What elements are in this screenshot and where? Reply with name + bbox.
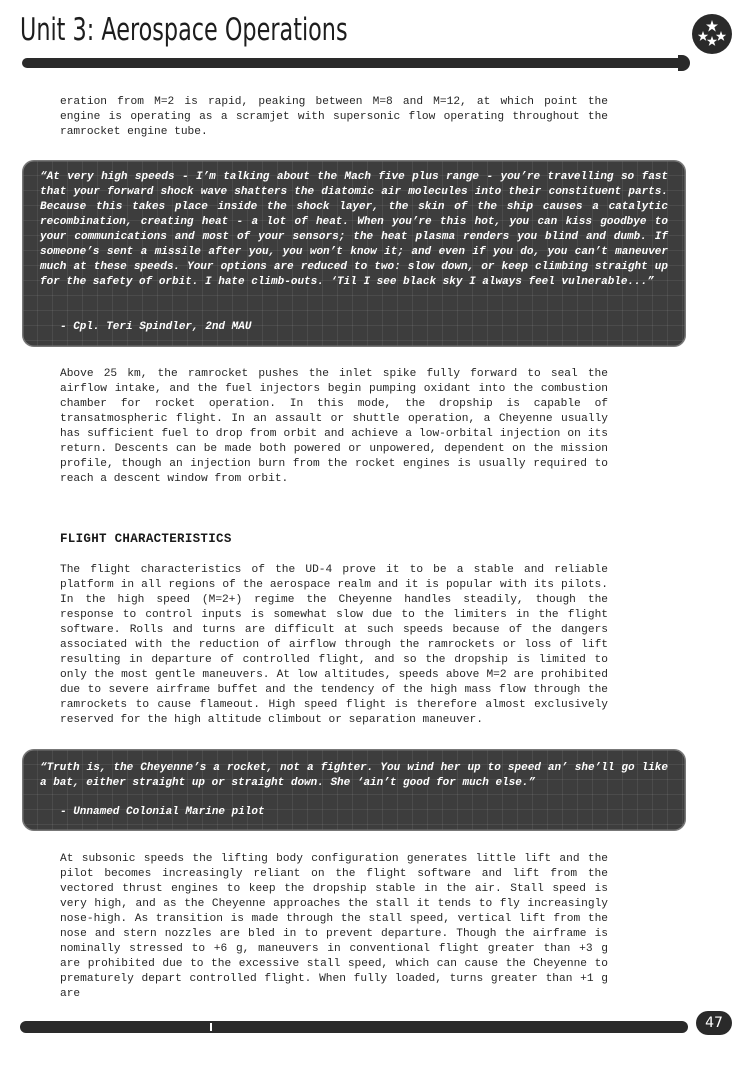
body-paragraph-4: At subsonic speeds the lifting body configuration generates little lift and the pilot becomes increasingly reliant on the flight software and lift from the vectored thrust engines to keep the dropship stable in the air. Stall speed is very high, and as the Cheyenne approaches the stall it tends to fly increasingly nose-high. As transition is made through the stall speed, vertical lift from the nose and stern nozzles are bled in to prevent departure. Though the airframe is nominally stressed to +6 g, maneuvers in conventional flight greater than +3 g are prohibited due to the excessive stall speed, which can cause the Cheyenne to prematurely depart controlled flight. When fully loaded, turns greater than +1 g are	[60, 853, 608, 1000]
page-header	[0, 0, 751, 75]
stars-emblem-icon	[692, 14, 732, 54]
quote-attribution-spindler: - Cpl. Teri Spindler, 2nd MAU	[60, 321, 252, 333]
footer-rule	[20, 1021, 688, 1033]
footer-tick-mark	[210, 1023, 212, 1031]
quote-text-spindler: “At very high speeds - I’m talking about the Mach five plus range - you’re travelling so fast that your forward shock wave shatters the diatomic air molecules into their constituent parts. Because this takes place inside the shock layer, the skin of the ship causes a catalytic recombination, creating heat - a lot of heat. When you’re this hot, you can kiss goodbye to your communications and most of your sensors; the heat plasma renders you blind and dumb. If someone’s sent a missile after you, you won’t know it; and even if you do, you can’t maneuver much at these speeds. Your options are reduced to two: slow down, or keep climbing straight up for the safety of orbit. I hate climb-outs. ‘Til I see black sky I always feel vulnerable...”	[40, 171, 668, 288]
quote-attribution-marine-pilot: - Unnamed Colonial Marine pilot	[60, 806, 265, 818]
quote-box-spindler	[22, 160, 686, 347]
section-heading: FLIGHT CHARACTERISTICS	[60, 532, 232, 546]
quote-box-marine-pilot	[22, 749, 686, 831]
quote-text-marine-pilot: “Truth is, the Cheyenne’s a rocket, not a fighter. You wind her up to speed an’ she’ll go like a bat, either straight up or straight down. She ‘ain’t good for much else.”	[40, 762, 668, 789]
body-paragraph-3: The flight characteristics of the UD-4 prove it to be a stable and reliable platform in all regions of the aerospace realm and it is popular with its pilots. In the high speed (M=2+) regime the Cheyenne handles steadily, though the response to control inputs is somewhat slow due to the limiters in the flight software. Rolls and turns are difficult at such speeds because of the dangers associated with the reduction of airflow through the ramrockets or loss of lift resulting in departure of controlled flight, and so the dropship is limited to only the most gentle maneuvers. At low altitudes, speeds above M=2 are prohibited due to severe airframe buffet and the tendency of the high mass flow through the ramrockets to cause flameout. High speed flight is therefore almost exclusively reserved for the high altitude climbout or separation maneuver.	[60, 564, 608, 726]
body-paragraph-2: Above 25 km, the ramrocket pushes the inlet spike fully forward to seal the airflow intake, and the fuel injectors begin pumping oxidant into the combustion chamber for rocket operation. In this mode, the dropship is capable of transatmospheric flight. In an assault or shuttle operation, a Cheyenne usually has sufficient fuel to drop from orbit and achieve a low-orbital injection on its return. Descents can be made both powered or unpowered, dependent on the mission profile, though an injection burn from the rocket engines is usually required to reach a descent window from orbit.	[60, 368, 608, 485]
unit-title: Unit 3: Aerospace Operations	[20, 12, 348, 48]
body-paragraph-1: eration from M=2 is rapid, peaking between M=8 and M=12, at which point the engine is operating as a scramjet with supersonic flow operating throughout the ramrocket engine tube.	[60, 96, 608, 138]
header-rule	[22, 58, 688, 68]
page-number: 47	[696, 1011, 732, 1035]
